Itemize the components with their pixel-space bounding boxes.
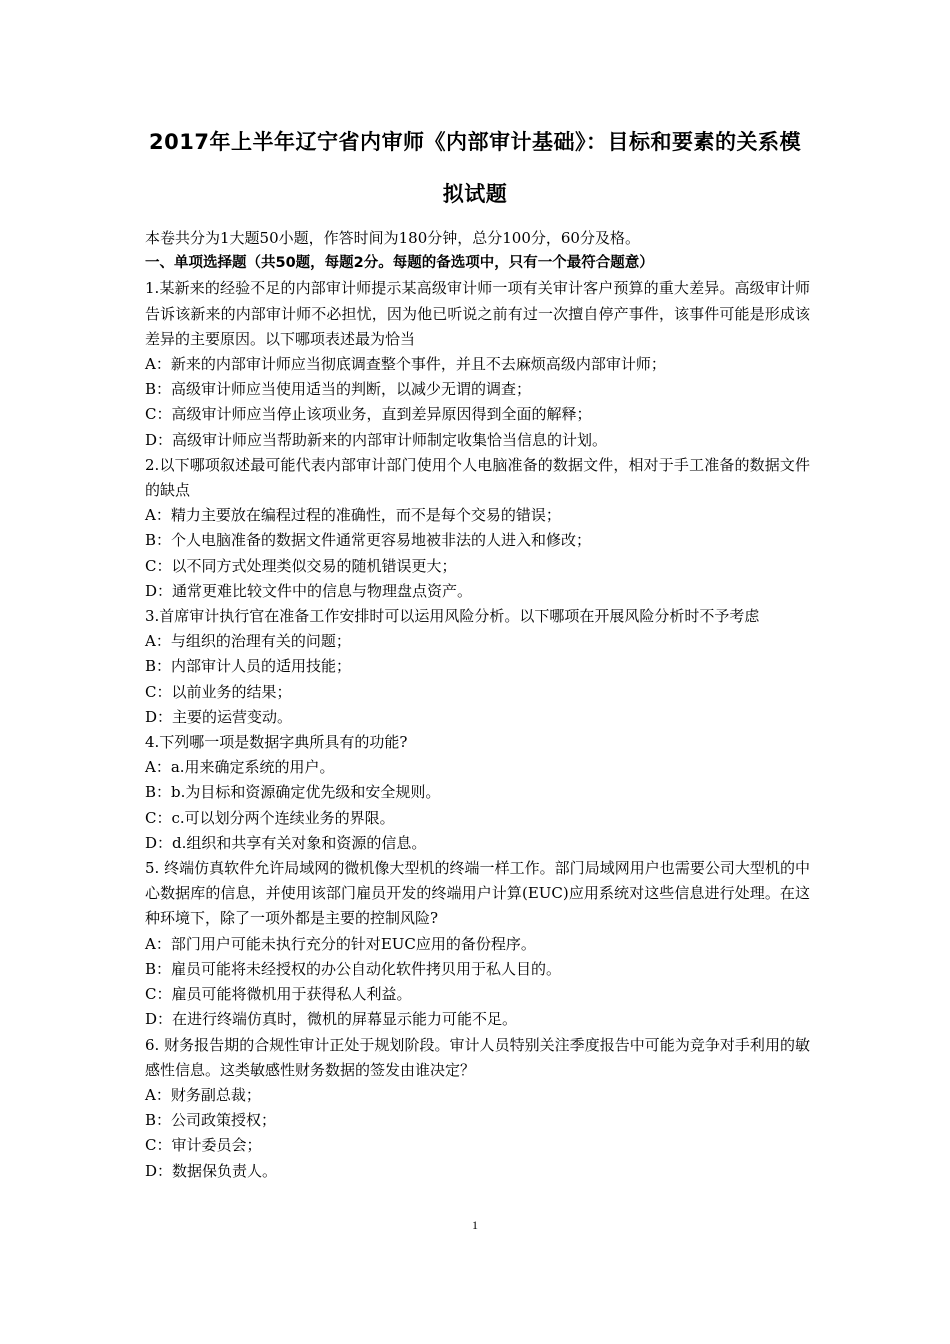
question-stem: 5. 终端仿真软件允许局域网的微机像大型机的终端一样工作。部门局域网用户也需要公司大型机的中心数据库的信息，并使用该部门雇员开发的终端用户计算(EUC)应用系统对这些信息进行处理。在这种环境下，除了一项外都是主要的控制风险? bbox=[145, 859, 810, 928]
option-d: D：d.组织和共享有关对象和资源的信息。 bbox=[145, 833, 427, 852]
option-a: A：a.用来确定系统的用户。 bbox=[145, 758, 335, 777]
question-stem: 3.首席审计执行官在准备工作安排时可以运用风险分析。以下哪项在开展风险分析时不予考虑 bbox=[145, 607, 760, 626]
option-a: A：精力主要放在编程过程的准确性，而不是每个交易的错误； bbox=[145, 506, 561, 525]
question-2 bbox=[145, 453, 810, 604]
question-4 bbox=[145, 730, 810, 856]
question-stem: 2.以下哪项叙述最可能代表内部审计部门使用个人电脑准备的数据文件，相对于手工准备的数据文件的缺点 bbox=[145, 455, 810, 500]
option-b: B：雇员可能将未经授权的办公自动化软件拷贝用于私人目的。 bbox=[145, 959, 562, 978]
section-heading: 一、单项选择题（共50题，每题2分。每题的备选项中，只有一个最符合题意） bbox=[145, 255, 654, 272]
option-d: D：在进行终端仿真时，微机的屏幕显示能力可能不足。 bbox=[145, 1010, 518, 1029]
question-stem: 1.某新来的经验不足的内部审计师提示某高级审计师一项有关审计客户预算的重大差异。高级审计师告诉该新来的内部审计师不必担忧，因为他已听说之前有过一次擅自停产事件，该事件可能是形成该差异的主要原因。以下哪项表述最为恰当 bbox=[145, 279, 810, 348]
question-5 bbox=[145, 856, 810, 1032]
intro-text: 本卷共分为1大题50小题，作答时间为180分钟，总分100分，60分及格。 bbox=[145, 229, 640, 247]
option-a: A：与组织的治理有关的问题； bbox=[145, 632, 351, 651]
option-d: D：通常更难比较文件中的信息与物理盘点资产。 bbox=[145, 581, 473, 600]
option-a: A：财务副总裁； bbox=[145, 1085, 261, 1104]
question-1 bbox=[145, 276, 810, 452]
option-d: D：高级审计师应当帮助新来的内部审计师制定收集恰当信息的计划。 bbox=[145, 430, 608, 449]
option-c: C：高级审计师应当停止该项业务，直到差异原因得到全面的解释； bbox=[145, 405, 592, 424]
document-body bbox=[145, 226, 810, 1184]
option-c: C：审计委员会； bbox=[145, 1136, 262, 1155]
title-line-2: 拟试题 bbox=[442, 182, 508, 206]
option-c: C：以不同方式处理类似交易的随机错误更大； bbox=[145, 556, 457, 575]
option-a: A：新来的内部审计师应当彻底调查整个事件，并且不去麻烦高级内部审计师； bbox=[145, 355, 666, 374]
question-stem: 6. 财务报告期的合规性审计正处于规划阶段。审计人员特别关注季度报告中可能为竞争对手利用的敏感性信息。这类敏感性财务数据的签发由谁决定？ bbox=[145, 1035, 810, 1079]
option-b: B：高级审计师应当使用适当的判断，以减少无谓的调查； bbox=[145, 380, 532, 399]
option-b: B：b.为目标和资源确定优先级和安全规则。 bbox=[145, 783, 441, 802]
title-line-1: 2017年上半年辽宁省内审师《内部审计基础》：目标和要素的关系模 bbox=[149, 130, 801, 154]
question-stem: 4.下列哪一项是数据字典所具有的功能? bbox=[145, 733, 408, 752]
option-b: B：内部审计人员的适用技能； bbox=[145, 657, 352, 676]
option-a: A：部门用户可能未执行充分的针对EUC应用的备份程序。 bbox=[145, 934, 536, 953]
option-d: D：主要的运营变动。 bbox=[145, 707, 293, 726]
option-b: B：公司政策授权； bbox=[145, 1111, 277, 1130]
option-c: C：雇员可能将微机用于获得私人利益。 bbox=[145, 985, 412, 1004]
option-c: C：c.可以划分两个连续业务的界限。 bbox=[145, 808, 395, 827]
question-6 bbox=[145, 1033, 810, 1184]
option-d: D：数据保负责人。 bbox=[145, 1161, 278, 1180]
option-c: C：以前业务的结果； bbox=[145, 682, 292, 701]
option-b: B：个人电脑准备的数据文件通常更容易地被非法的人进入和修改； bbox=[145, 531, 592, 550]
question-3 bbox=[145, 604, 810, 730]
page-number: 1 bbox=[472, 1218, 478, 1232]
